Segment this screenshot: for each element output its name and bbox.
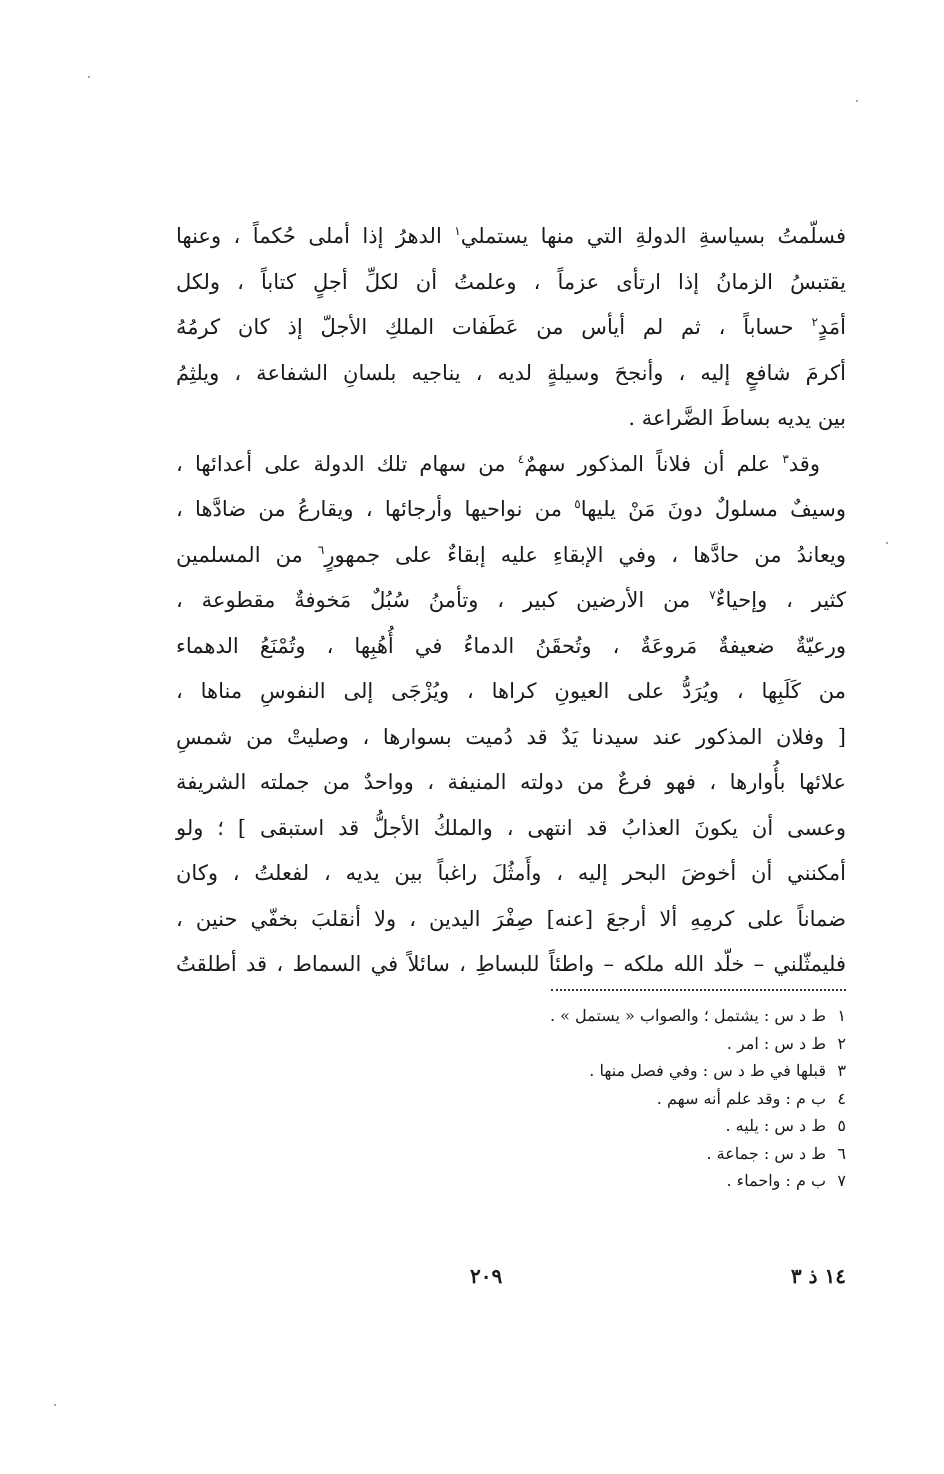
footnote-number: ٦ — [837, 1143, 846, 1163]
text-line: فليمثّلني – خلّد الله ملكه – واطئاً للبساطِ ، سائلاً في السماط ، قد أطلقتُ — [176, 952, 846, 976]
footnote-number: ٣ — [837, 1061, 846, 1080]
footnote-number: ٧ — [837, 1171, 846, 1190]
text-line: ضماناً على كرمِهِ ألا أرجعَ [عنه] صِفْرَ اليدين ، ولا أنقلبَ بخفّي حنين ، — [176, 906, 846, 931]
page-footer — [470, 1264, 846, 1294]
scan-speck — [88, 76, 90, 78]
footnote-divider — [551, 989, 846, 991]
footnote-text: ب م : وقد علم أنه سهم . — [656, 1088, 826, 1108]
footnote — [420, 1002, 846, 1030]
text-line: كثير ، وإحياءٌ$^٧$ من الأرضين كبير ، وتأمنُ سُبُلٌ مَخوفةٌ مقطوعة ، — [176, 588, 846, 612]
body-text — [176, 214, 846, 988]
footnote — [420, 1085, 846, 1113]
scan-speck — [54, 1404, 56, 1406]
text-line: [ وفلان المذكور عند سيدنا يَدٌ قد دُميت بسوارها ، وصليتْ من شمسِ — [176, 724, 846, 749]
footnote-text: ط د س : يشتمل ؛ والصواب « يستمل » . — [550, 1006, 826, 1025]
footnote-number: ٥ — [837, 1116, 846, 1135]
footnote-text: ب م : واحماء . — [726, 1171, 826, 1190]
footnote-number: ٢ — [837, 1033, 846, 1053]
footnote-text: ط د س : يليه . — [725, 1116, 826, 1135]
text-line: أمَدٍ$^٢$ حساباً ، ثم لم أيأس من عَطَفات الملكِ الأجلّ إذ كان كرمُهُ — [176, 315, 846, 339]
text-line: وعسى أن يكونَ العذابُ قد انتهى ، والملكُ الأجلُّ قد استبقى ] ؛ ولو — [176, 815, 846, 840]
text-line: من كَلَبِها ، ويُرَدُّ على العيونِ كراها ، ويُزْجَى إلى النفوسِ مناها ، — [176, 679, 846, 703]
footnote — [420, 1030, 846, 1058]
text-line: ويعاندُ من حادَّها ، وفي الإبقاءِ عليه إبقاءٌ على جمهورٍ$^٦$ من المسلمين — [176, 542, 847, 567]
footnote-number: ٤ — [837, 1088, 846, 1108]
text-line: وقد$^٣$ علم أن فلاناً المذكور سهمٌ$^٤$ من سهام تلك الدولة على أعدائها ، — [176, 451, 820, 476]
text-line: أكرمَ شافعٍ إليه ، وأنجحَ وسيلةٍ لديه ، يناجيه بلسانِ الشفاعة ، ويلثِمُ — [176, 360, 846, 385]
text-line: فسلّمتُ بسياسةِ الدولةِ التي منها يستملي$^١$ الدهرُ إذا أملى حُكماً ، وعنها — [176, 224, 846, 248]
text-line: يقتبسُ الزمانُ إذا ارتأى عزماً ، وعلمتُ أن لكلِّ أجلٍ كتاباً ، ولكل — [176, 269, 846, 294]
footnote — [420, 1057, 846, 1085]
footnote-text: ط د س : جماعة . — [706, 1143, 826, 1163]
footnote-text: ط د س : امر . — [726, 1033, 826, 1053]
footnote — [420, 1112, 846, 1140]
scan-speck — [886, 542, 888, 544]
footnote — [420, 1140, 846, 1168]
text-line: أمكنني أن أخوضَ البحر إليه ، وأَمثُلَ راغباً بين يديه ، لفعلتُ ، وكان — [176, 861, 846, 885]
footnote — [420, 1167, 846, 1195]
text-line: ورعيّةٌ ضعيفةٌ مَروعَةٌ ، وتُحقَنُ الدماءُ في أُهُبِها ، وتُمْنَعُ الدهماء — [176, 633, 846, 658]
text-line: بين يديه بساطَ الضَّراعة . — [628, 406, 846, 430]
page-number: ٢٠٩ — [470, 1264, 503, 1288]
signature-mark: ١٤ ذ ٣ — [790, 1264, 846, 1288]
footnote-text: قبلها في ط د س : وفي فصل منها . — [589, 1061, 826, 1080]
scan-speck — [856, 100, 858, 102]
text-line: علائها بأُوارها ، فهو فرعٌ من دولته المنيفة ، وواحدٌ من جملته الشريفة — [176, 770, 846, 794]
text-line: وسيفٌ مسلولٌ دونَ مَنْ يليها$^٥$ من نواحيها وأرجائها ، ويقارعُ من ضادَّها ، — [176, 497, 846, 521]
footnotes — [420, 1002, 846, 1195]
footnote-number: ١ — [837, 1006, 846, 1025]
